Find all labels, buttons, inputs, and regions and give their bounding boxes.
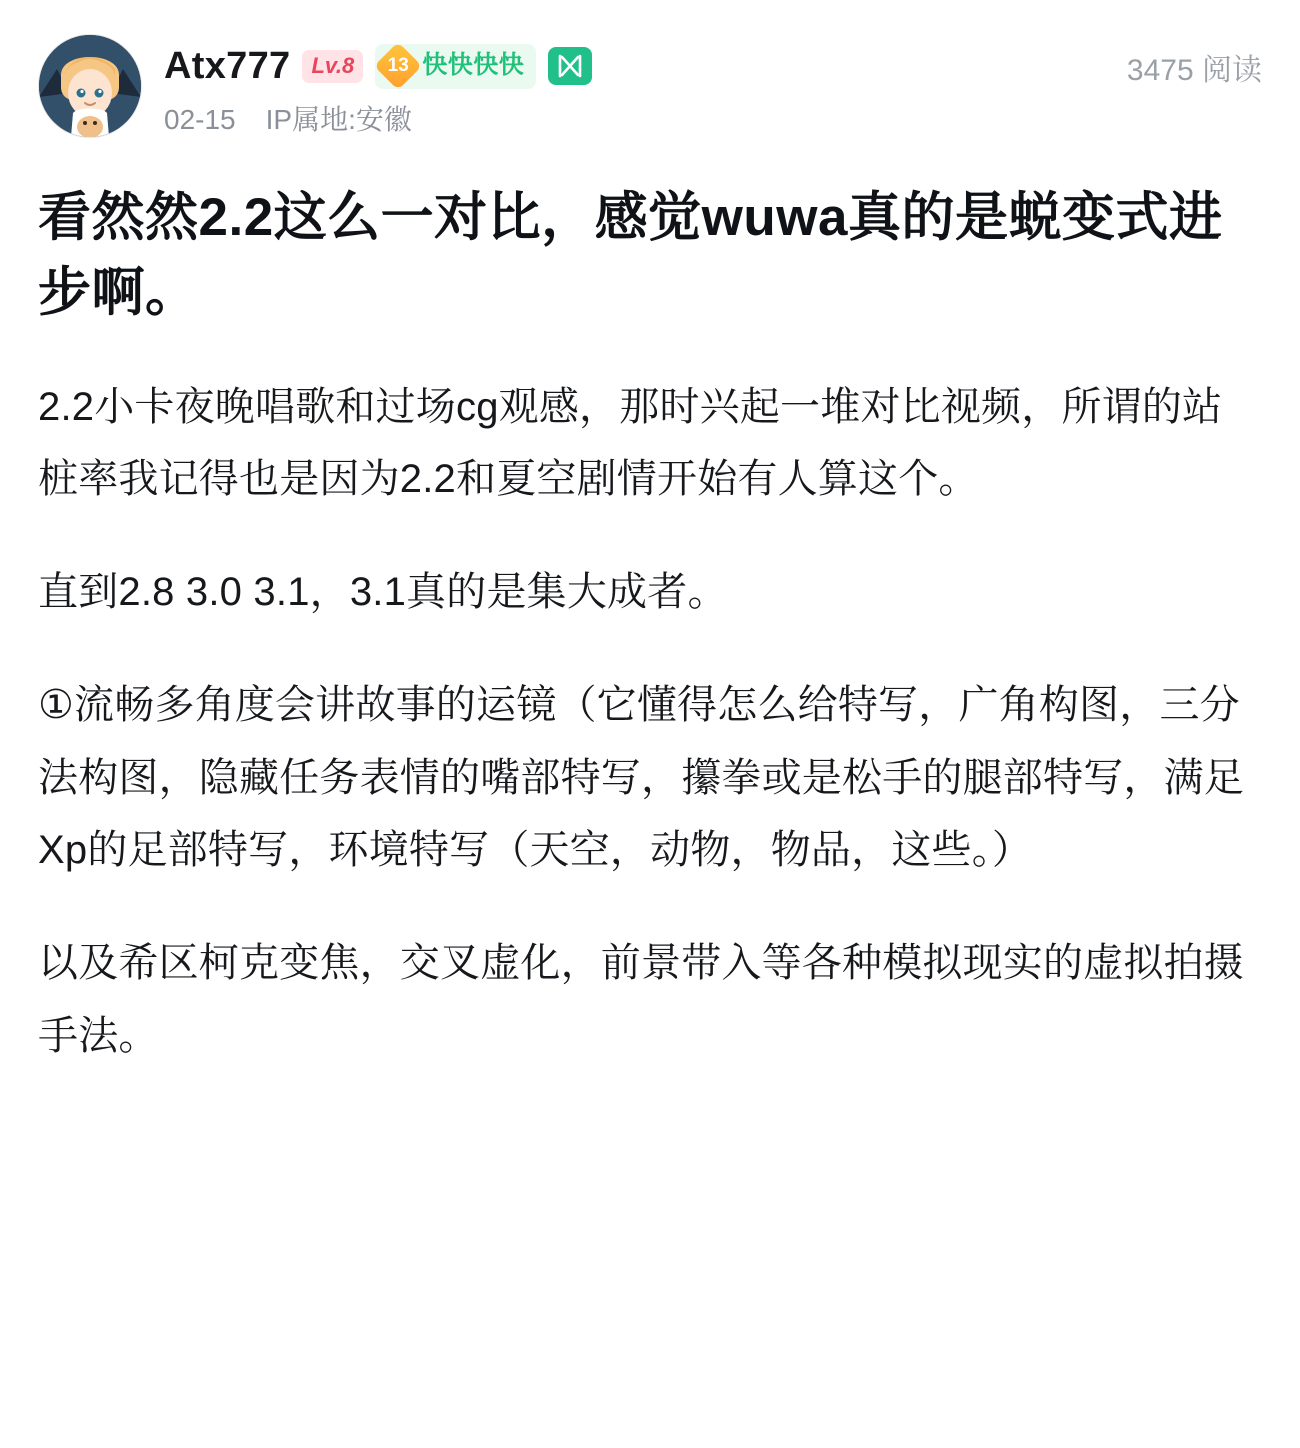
post-paragraph-1: 2.2小卡夜晚唱歌和过场cg观感，那时兴起一堆对比视频，所谓的站桩率我记得也是因为2.2和夏空剧情开始有人算这个。 bbox=[38, 384, 1223, 502]
level-badge: Lv.8 bbox=[302, 50, 363, 83]
fans-badge bbox=[375, 44, 536, 89]
post-paragraph-4: 以及希区柯克变焦，交叉虚化，前景带入等各种模拟现实的虚拟拍摄手法。 bbox=[38, 941, 1244, 1059]
name-row bbox=[164, 40, 1262, 92]
post-paragraph-3: ①流畅多角度会讲故事的运镜（它懂得怎么给特写，广角构图，三分法构图，隐藏任务表情的嘴部特写，攥拳或是松手的腿部特写，满足Xp的足部特写，环境特写（天空，动物，物品，这些。） bbox=[38, 682, 1244, 873]
post-date: 02-15 bbox=[164, 104, 236, 135]
post-paragraph-2: 直到2.8 3.0 3.1，3.1真的是集大成者。 bbox=[38, 570, 728, 615]
game-emblem-icon[interactable] bbox=[548, 47, 592, 85]
fans-level-number bbox=[381, 49, 415, 83]
author-name[interactable]: Atx777 bbox=[164, 45, 291, 87]
post-meta bbox=[164, 106, 1262, 134]
fans-badge-label: 快快快快 bbox=[422, 51, 525, 79]
author-info bbox=[164, 34, 1262, 134]
read-count: 3475 阅读 bbox=[1126, 54, 1262, 87]
avatar[interactable] bbox=[38, 34, 142, 138]
ip-location: IP属地:安徽 bbox=[265, 104, 412, 135]
post-title: 看然然2.2这么一对比，感觉wuwa真的是蜕变式进步啊。 bbox=[38, 188, 1223, 323]
fans-level-value: 13 bbox=[387, 55, 409, 76]
post-header bbox=[38, 34, 1262, 146]
